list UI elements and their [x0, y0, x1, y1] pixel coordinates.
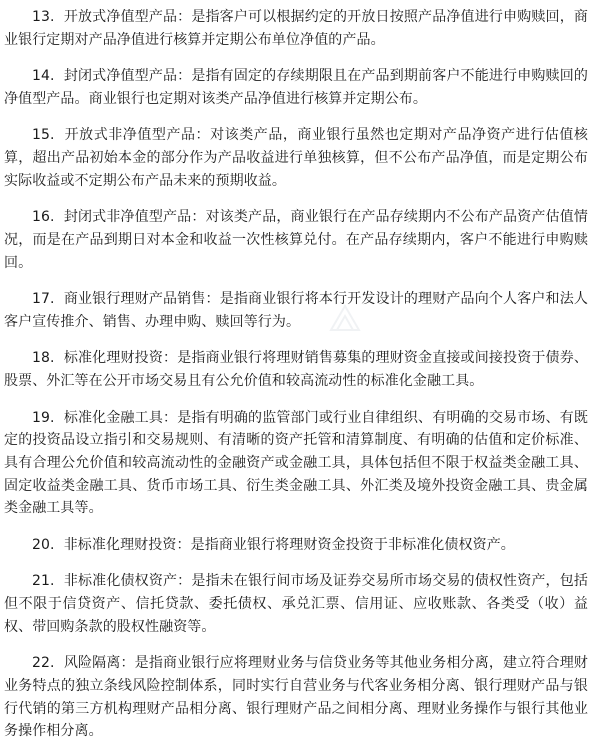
item-number: 13. [32, 9, 55, 25]
item-definition: 是指客户可以根据约定的开放日按照产品净值进行申购赎回，商业银行定期对产品净值进行核算并定期公布单位净值的产品。 [4, 9, 588, 48]
item-number: 15. [32, 127, 55, 144]
item-definition: 是指商业银行将理财销售募集的理财资金直接或间接投资于债券、股票、外汇等在公开市场交易且有公允价值和较高流动性的标准化金融工具。 [4, 350, 588, 390]
item-term: 非标准化理财投资： [63, 536, 191, 553]
item-term: 封闭式非净值型产品： [63, 209, 206, 226]
item-term: 标准化理财投资： [63, 350, 178, 367]
item-number: 20. [32, 536, 55, 553]
item-term: 商业银行理财产品销售： [63, 291, 220, 308]
item-term: 非标准化债权资产： [63, 573, 192, 590]
paragraph-19 [4, 407, 588, 521]
item-number: 14. [32, 68, 55, 85]
item-number: 18. [32, 350, 55, 367]
item-number: 17. [32, 291, 55, 308]
paragraph-14 [4, 65, 588, 110]
item-definition: 对该类产品，商业银行虽然也定期对产品净资产进行估值核算，超出产品初始本金的部分作为产品收益进行单独核算，但不公布产品净值，而是定期公布实际收益或不定期公布产品未来的预期收益。 [4, 127, 588, 189]
item-definition: 是指商业银行将理财资金投资于非标准化债权资产。 [190, 536, 515, 553]
paragraph-21 [4, 570, 588, 638]
item-term: 封闭式净值型产品： [63, 68, 192, 85]
item-definition: 对该类产品，商业银行在产品存续期内不公布产品资产估值情况，而是在产品到期日对本金和收益一次性核算兑付。在产品存续期内，客户不能进行申购赎回。 [4, 209, 588, 271]
item-definition: 是指商业银行应将理财业务与信贷业务等其他业务相分离，建立符合理财业务特点的独立条线风险控制体系，同时实行自营业务与代客业务相分离、银行理财产品与银行代销的第三方机构理财产品相分离、银行理财产品之间相分离、理财业务操作与银行其他业务操作相分离。 [4, 655, 588, 740]
item-number: 19. [32, 409, 55, 426]
paragraph-13 [4, 6, 588, 51]
paragraph-15 [4, 124, 588, 192]
item-term: 开放式净值型产品： [63, 9, 192, 25]
paragraph-17 [4, 288, 588, 333]
paragraph-18 [4, 347, 588, 392]
item-number: 22. [32, 655, 55, 672]
item-definition: 是指有明确的监管部门或行业自律组织、有明确的交易市场、有既定的投资品设立指引和交易规则、有清晰的资产托管和清算制度、有明确的估值和定价标准、具有合理公允价值和较高流动性的金融资产或金融工具，具体包括但不限于权益类金融工具、固定收益类金融工具、货币市场工具、衍生类金融工具、外汇类及境外投资金融工具、贵金属类金融工具等。 [4, 409, 588, 517]
item-number: 16. [32, 209, 55, 226]
paragraph-22 [4, 652, 588, 743]
paragraph-20 [4, 534, 588, 557]
paragraph-16 [4, 206, 588, 274]
item-term: 风险隔离： [63, 655, 135, 672]
item-definition: 是指商业银行将本行开发设计的理财产品向个人客户和法人客户宣传推介、销售、办理申购、赎回等行为。 [4, 291, 588, 330]
item-term: 标准化金融工具： [63, 409, 178, 426]
item-definition: 是指有固定的存续期限且在产品到期前客户不能进行申购赎回的净值型产品。商业银行也定期对该类产品净值进行核算并定期公布。 [4, 68, 588, 107]
item-term: 开放式非净值型产品： [64, 127, 211, 144]
item-number: 21. [32, 573, 55, 590]
document-body [4, 6, 588, 743]
item-definition: 是指未在银行间市场及证券交易所市场交易的债权性资产，包括但不限于信贷资产、信托贷款、委托债权、承兑汇票、信用证、应收账款、各类受（收）益权、带回购条款的股权性融资等。 [4, 573, 588, 635]
